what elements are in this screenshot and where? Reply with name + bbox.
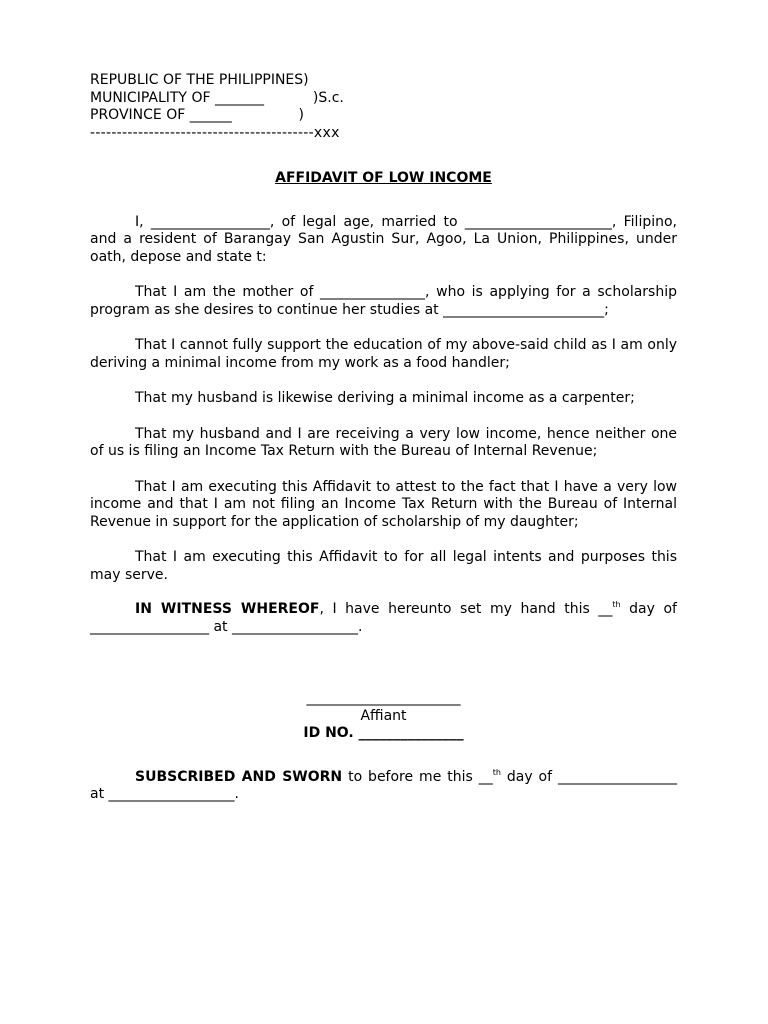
caption-republic: REPUBLIC OF THE PHILIPPINES) bbox=[90, 72, 309, 88]
paragraph-husband: That my husband is likewise deriving a minimal income as a carpenter; bbox=[135, 390, 635, 406]
jurat-lead: SUBSCRIBED AND SWORN bbox=[135, 768, 343, 785]
paragraph-purposes: That I am executing this Affidavit to for all legal intents and purposes this may serve. bbox=[90, 549, 677, 583]
jurat-date-place: day of _________________ at __________________. bbox=[90, 768, 677, 802]
witness-ordinal: th bbox=[612, 600, 621, 609]
paragraph-identity: I, _________________, of legal age, married to _____________________, Filipino, and a resident of Barangay San Agustin Sur, Agoo, La Union, Philippines, under oath, depose and state t: bbox=[90, 213, 677, 265]
witness-text: , I have hereunto set my hand this __ bbox=[319, 601, 613, 617]
affiant-label: Affiant bbox=[360, 707, 407, 724]
signature-block bbox=[90, 690, 677, 743]
paragraph-support: That I cannot fully support the education of my above-said child as I am only deriving a minimal income from my work as a food handler; bbox=[90, 337, 677, 371]
witness-date-place: day of _________________ at __________________. bbox=[90, 601, 677, 635]
witness-lead: IN WITNESS WHEREOF bbox=[135, 601, 320, 617]
jurat-ordinal: th bbox=[492, 767, 501, 777]
caption-rule: ------------------------------------------xxx bbox=[90, 124, 340, 141]
signature-line: ______________________ bbox=[306, 690, 461, 706]
paragraph-jurat bbox=[90, 769, 677, 804]
jurat-text: to before me this __ bbox=[342, 768, 493, 785]
affidavit-document bbox=[90, 72, 677, 804]
id-number: ID NO. _______________ bbox=[303, 725, 464, 741]
caption-province: PROVINCE OF ______ ) bbox=[90, 107, 304, 123]
paragraph-low-income: That my husband and I are receiving a very low income, hence neither one of us is filing an Income Tax Return with the Bureau of Internal Revenue; bbox=[90, 425, 677, 459]
paragraph-attest: That I am executing this Affidavit to attest to the fact that I have a very low income and that I am not filing an Income Tax Return with the Bureau of Internal Revenue in support for the application of scholarship of my daughter; bbox=[90, 478, 677, 530]
caption-municipality: MUNICIPALITY OF _______ )S.c. bbox=[90, 89, 344, 106]
paragraph-mother: That I am the mother of _______________, who is applying for a scholarship program as she desires to continue her studies at _______________________; bbox=[90, 284, 677, 318]
paragraph-witness bbox=[90, 601, 677, 636]
document-title: AFFIDAVIT OF LOW INCOME bbox=[275, 170, 492, 186]
